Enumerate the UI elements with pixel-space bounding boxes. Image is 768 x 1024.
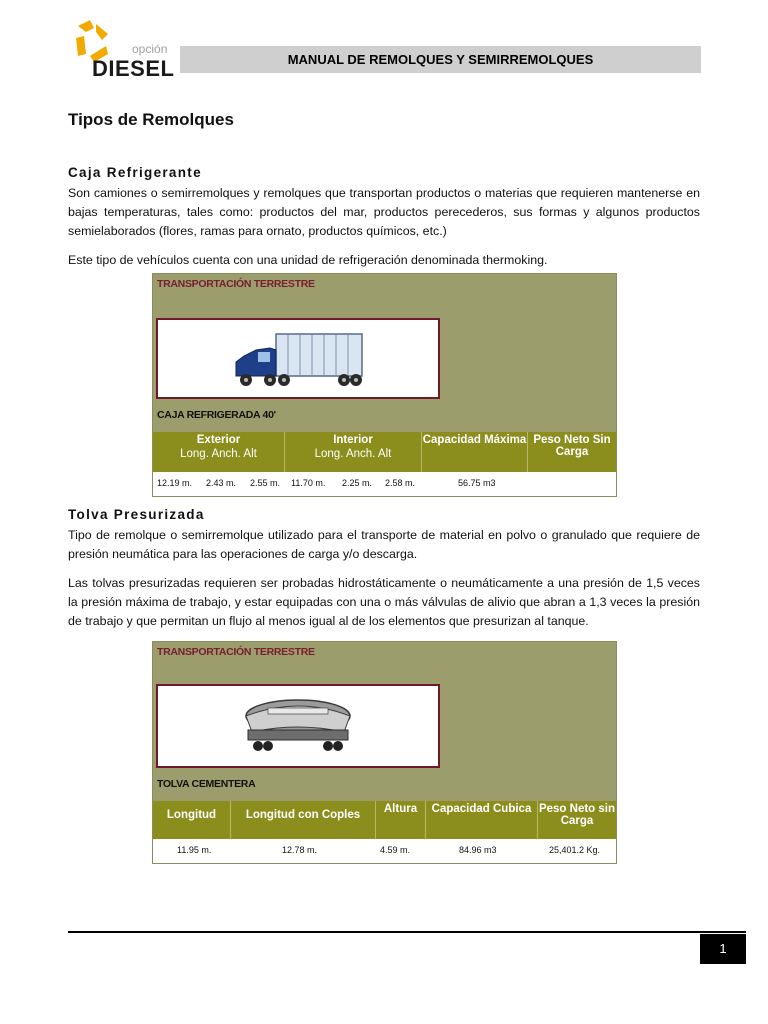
logo <box>70 14 180 84</box>
trailer-spec-panel <box>152 641 617 864</box>
cement-hopper-trailer-icon <box>158 686 438 766</box>
panel-caption: TOLVA CEMENTERA <box>157 778 256 790</box>
table-row <box>153 839 616 863</box>
section-paragraph: Las tolvas presurizadas requieren ser probadas hidrostáticamente o neumáticamente a una presión de 1,5 veces la presión máxima de trabajo, y estar equipadas con una o más válvulas de alivio que abran a 1,3 veces la presión de trabajo y que permitan un flujo al menos igual al de los elementos que presurizan al tanque. <box>68 576 700 628</box>
trailer-image <box>156 318 440 399</box>
table-row <box>153 472 616 496</box>
table-cell: 2.58 m. <box>385 478 416 488</box>
section-paragraph: Este tipo de vehículos cuenta con una unidad de refrigeración denominada thermoking. <box>68 253 548 267</box>
table-header-cell: Interior Long. Anch. Alt <box>285 432 422 472</box>
page-number: 1 <box>719 941 727 956</box>
table-header-cell: Longitud <box>153 801 231 839</box>
table-cell: 56.75 m3 <box>458 478 496 488</box>
section-heading-caja-refrigerante: Caja Refrigerante <box>68 165 202 180</box>
section-paragraph: Tipo de remolque o semirremolque utilizado para el transporte de material en polvo o granulado que requiere de presión neumática para las operaciones de carga y/o descarga. <box>68 528 700 561</box>
page-number-box <box>700 934 746 964</box>
table-cell: 12.78 m. <box>282 845 318 855</box>
footer-rule <box>68 931 746 933</box>
panel-caption: CAJA REFRIGERADA 40' <box>157 409 276 421</box>
spec-table <box>153 432 616 496</box>
panel-header: TRANSPORTACIÓN TERRESTRE <box>157 646 315 658</box>
trailer-image <box>156 684 440 768</box>
table-header-cell: Exterior Long. Anch. Alt <box>153 432 285 472</box>
table-cell: 25,401.2 Kg. <box>549 845 601 855</box>
table-header-cell: Capacidad Máxima <box>422 432 528 472</box>
logo-subtext: opción <box>132 42 168 56</box>
page-title: Tipos de Remolques <box>68 110 234 129</box>
table-header-row <box>153 801 616 839</box>
spec-table <box>153 801 616 863</box>
table-header-cell: Peso Neto sin Carga <box>538 803 616 827</box>
refrigerated-truck-icon <box>158 320 438 397</box>
table-cell: 12.19 m. <box>157 478 193 488</box>
table-header-cell: Altura <box>376 801 426 839</box>
table-header-cell: Peso Neto Sin Carga <box>533 434 611 458</box>
table-cell: 11.70 m. <box>291 478 326 488</box>
panel-header: TRANSPORTACIÓN TERRESTRE <box>157 278 315 290</box>
table-header-cell: Capacidad Cubica <box>426 801 538 839</box>
table-cell: 2.55 m. <box>250 478 281 488</box>
section-heading-tolva-presurizada: Tolva Presurizada <box>68 507 205 522</box>
section-paragraph: Son camiones o semirremolques y remolques que transportan productos o materias que requieren mantenerse en bajas temperaturas, tales como: productos del mar, productos perecederos, sus formas y algunos productos semielaborados (flores, ramas para ornato, productos químicos, etc.) <box>68 186 700 238</box>
document-title: MANUAL DE REMOLQUES Y SEMIRREMOLQUES <box>287 52 594 67</box>
trailer-spec-panel <box>152 273 617 497</box>
table-cell: 11.95 m. <box>177 845 212 855</box>
table-header-row <box>153 432 616 472</box>
table-cell: 2.43 m. <box>206 478 237 488</box>
table-cell: 84.96 m3 <box>459 845 497 855</box>
logo-wordmark: DIESEL <box>92 56 175 81</box>
header-bar <box>180 46 701 73</box>
table-cell: 2.25 m. <box>342 478 373 488</box>
table-cell: 4.59 m. <box>380 845 411 855</box>
table-header-cell: Longitud con Coples <box>231 801 376 839</box>
